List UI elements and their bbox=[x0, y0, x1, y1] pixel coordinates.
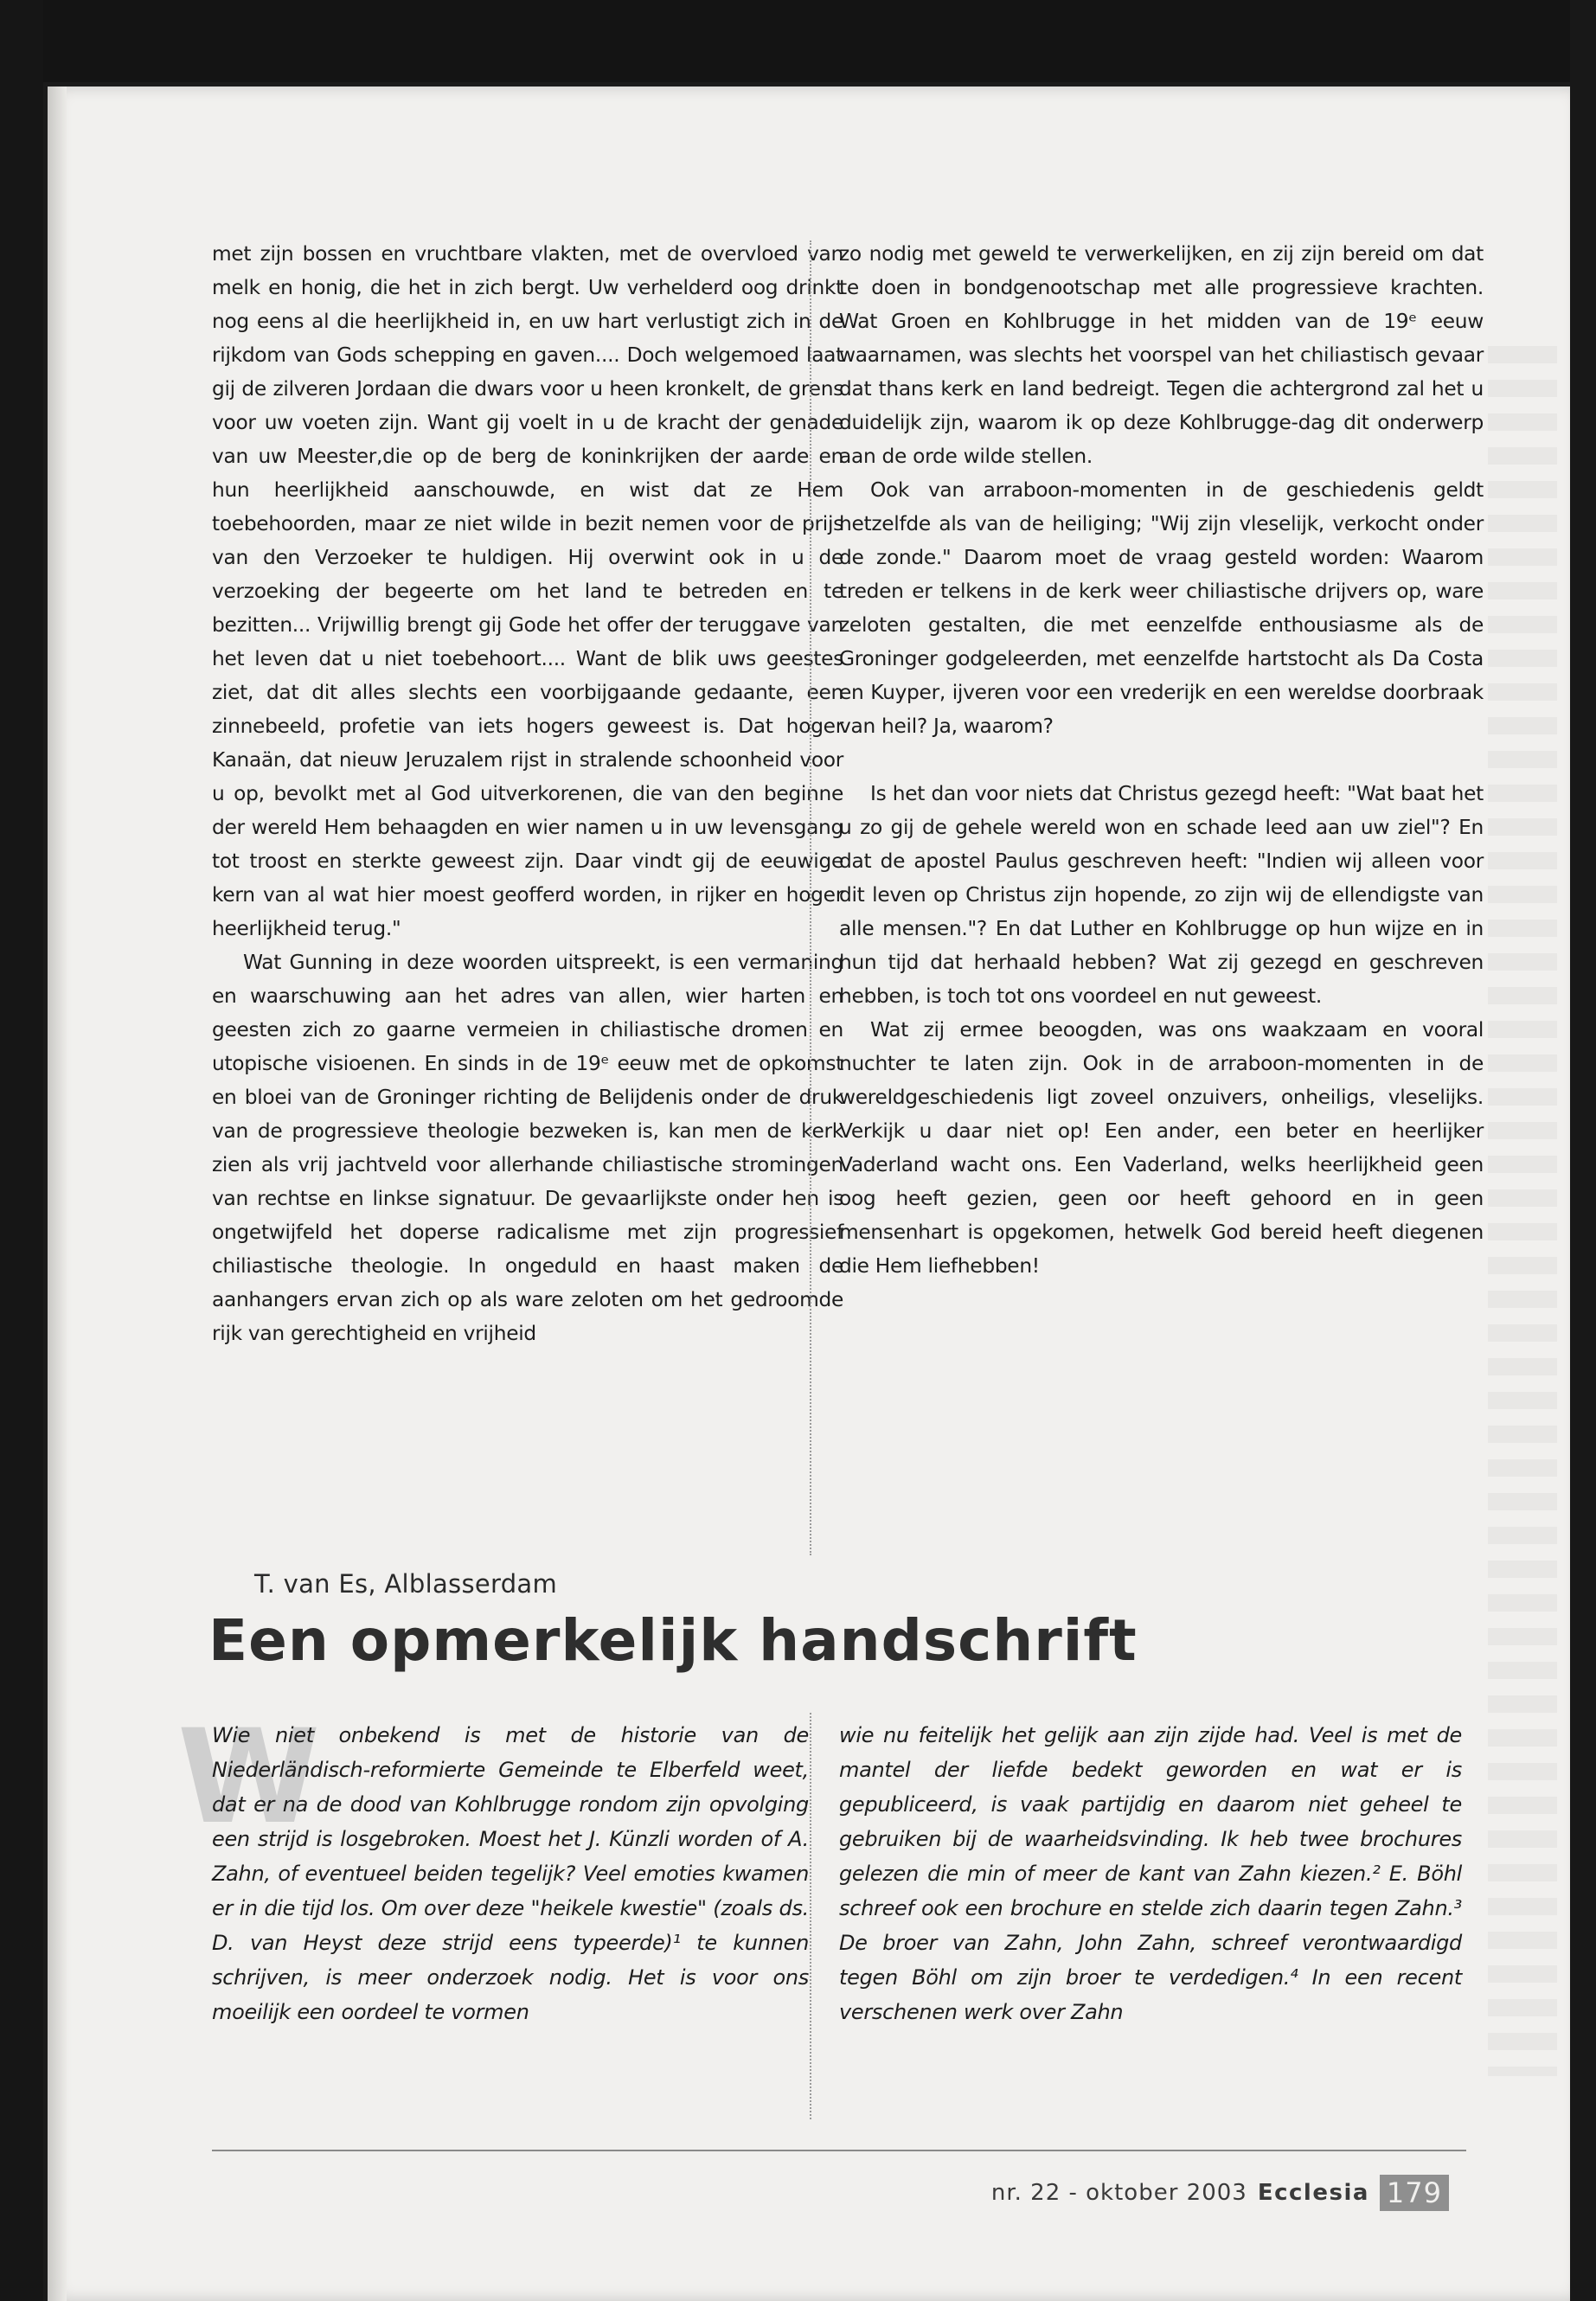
decorative-dropcap: W bbox=[177, 1702, 321, 1853]
footer-rule bbox=[212, 2150, 1466, 2151]
intro-paragraph: Wie niet onbekend is met de historie van de Niederländisch-reformierte Gemeinde te Elberfeld weet, dat er na de dood van Kohlbrugge rondom zijn opvolging een strijd is losgebroken. Moest het J. Künzli worden of A. Zahn, of eventueel beiden tegelijk? Veel emoties kwamen er in die tijd los. Om over deze "heikele kwestie" (zoals ds. D. van Heyst deze strijd eens typeerde)¹ te kunnen schrijven, is meer onderzoek nodig. Het is voor ons moeilijk een oordeel te vormen bbox=[212, 1723, 809, 2024]
right-text-column bbox=[839, 237, 1484, 1283]
magazine-name: Ecclesia bbox=[1257, 2180, 1369, 2206]
paragraph: Wat Gunning in deze woorden uitspreekt, is een vermaning en waarschuwing aan het adres van allen, wier harten en geesten zich zo gaarne vermeien in chiliastische dromen en utopische visioenen. En sinds in de 19ᵉ eeuw met de opkomst en bloei van de Groninger richting de Belijdenis onder de druk van de progressieve theologie bezweken is, kan men de kerk zien als vrij jachtveld voor allerhande chiliastische stromingen van rechtse en linkse signatuur. De gevaarlijkste onder hen is ongetwijfeld het doperse radicalisme met zijn progressief chiliastische theologie. In ongeduld en haast maken de aanhangers ervan zich op als ware zeloten om het gedroomde rijk van gerechtigheid en vrijheid bbox=[212, 951, 843, 1345]
scan-background-top bbox=[0, 0, 1596, 82]
column-divider bbox=[810, 240, 811, 1555]
paragraph: met zijn bossen en vruchtbare vlakten, met de overvloed van melk en honig, die het in zich bergt. Uw verhelderd oog drinkt nog eens al die heerlijkheid in, en uw hart verlustigt zich in de rijkdom van Gods schepping en gaven.... Doch welgemoed laat gij de zilveren Jordaan die dwars voor u heen kronkelt, de grens voor uw voeten zijn. Want gij voelt in u de kracht der genade van uw Meester,die op de berg de koninkrijken der aarde en hun heerlijkheid aanschouwde, en wist dat ze Hem toebehoorden, maar ze niet wilde in bezit nemen voor de prijs van den Verzoeker te huldigen. Hij overwint ook in u de verzoeking der begeerte om het land te betreden en te bezitten... Vrijwillig brengt gij Gode het offer der teruggave van het leven dat u niet toebehoort.... Want de blik uws geestes ziet, dat dit alles slechts een voorbijgaande gedaante, een zinnebeeld, profetie van iets hogers geweest is. Dat hoger Kanaän, dat nieuw Jeruzalem rijst in stralende schoonheid voor u op, bevolkt met al God uitverkorenen, die van den beginne der wereld Hem behaagden en wier namen u in uw levensgang tot troost en sterkte geweest zijn. Daar vindt gij de eeuwige kern van al wat hier moest geofferd worden, in rijker en hoger heerlijkheid terug." bbox=[212, 242, 843, 940]
scan-background-left bbox=[0, 0, 43, 2301]
article-intro-right bbox=[839, 1718, 1462, 2029]
paragraph: zo nodig met geweld te verwerkelijken, en zij zijn bereid om dat te doen in bondgenootschap met alle progressieve krachten. Wat Groen en Kohlbrugge in het midden van de 19ᵉ eeuw waarnamen, was slechts het voorspel van het chiliastisch gevaar dat thans kerk en land bedreigt. Tegen die achtergrond zal het u duidelijk zijn, waarom ik op deze Kohlbrugge-dag dit onderwerp aan de orde wilde stellen. bbox=[839, 242, 1484, 468]
page-footer bbox=[991, 2171, 1449, 2214]
paragraph: Is het dan voor niets dat Christus gezegd heeft: "Wat baat het u zo gij de gehele wereld won en schade leed aan uw ziel"? En dat de apostel Paulus geschreven heeft: "Indien wij alleen voor dit leven op Christus zijn hopende, zo zijn wij de ellendigste van alle mensen."? En dat Luther en Kohlbrugge op hun wijze en in hun tijd dat herhaald hebben? Wat zij gezegd en geschreven hebben, is toch tot ons voordeel en nut geweest. bbox=[839, 782, 1484, 1008]
intro-paragraph: wie nu feitelijk het gelijk aan zijn zijde had. Veel is met de mantel der liefde bedekt geworden en wat er is gepubliceerd, is vaak partijdig en daarom niet geheel te gebruiken bij de waarheidsvinding. Ik heb twee brochures gelezen die min of meer de kant van Zahn kiezen.² E. Böhl schreef ook een brochure en stelde zich daarin tegen Zahn.³ De broer van Zahn, John Zahn, schreef verontwaardigd tegen Böhl om zijn broer te verdedigen.⁴ In een recent verschenen werk over Zahn bbox=[839, 1723, 1462, 2024]
page-binding-edge bbox=[48, 87, 67, 2301]
paragraph: Ook van arraboon-momenten in de geschiedenis geldt hetzelfde als van de heiliging; "Wij zijn vleselijk, verkocht onder de zonde." Daarom moet de vraag gesteld worden: Waarom treden er telkens in de kerk weer chiliastische drijvers op, ware zeloten gestalten, die met eenzelfde enthousiasme als de Groninger godgeleerden, met eenzelfde hartstocht als Da Costa en Kuyper, ijveren voor een vrederijk en een wereldse doorbraak van heil? Ja, waarom? bbox=[839, 478, 1484, 738]
magazine-page bbox=[48, 87, 1570, 2301]
column-divider bbox=[810, 1713, 811, 2119]
left-text-column bbox=[212, 237, 843, 1350]
issue-label: nr. 22 - oktober 2003 bbox=[990, 2180, 1247, 2206]
article-byline: T. van Es, Alblasserdam bbox=[254, 1569, 558, 1599]
paragraph: Wat zij ermee beoogden, was ons waakzaam en vooral nuchter te laten zijn. Ook in de arraboon-momenten in de wereldgeschiedenis ligt zoveel onzuivers, onheiligs, vleselijks. Verkijk u daar niet op! Een ander, een beter en heerlijker Vaderland wacht ons. Een Vaderland, welks heerlijkheid geen oog heeft gezien, geen oor heeft gehoord en in geen mensenhart is opgekomen, hetwelk God bereid heeft diegenen die Hem liefhebben! bbox=[839, 1018, 1484, 1278]
bleed-through-text bbox=[1488, 346, 1557, 2076]
page-number: 179 bbox=[1380, 2175, 1449, 2211]
scan-background-right bbox=[1570, 0, 1596, 2301]
article-intro-left bbox=[212, 1718, 809, 2029]
article-headline: Een opmerkelijk handschrift bbox=[208, 1607, 1138, 1674]
